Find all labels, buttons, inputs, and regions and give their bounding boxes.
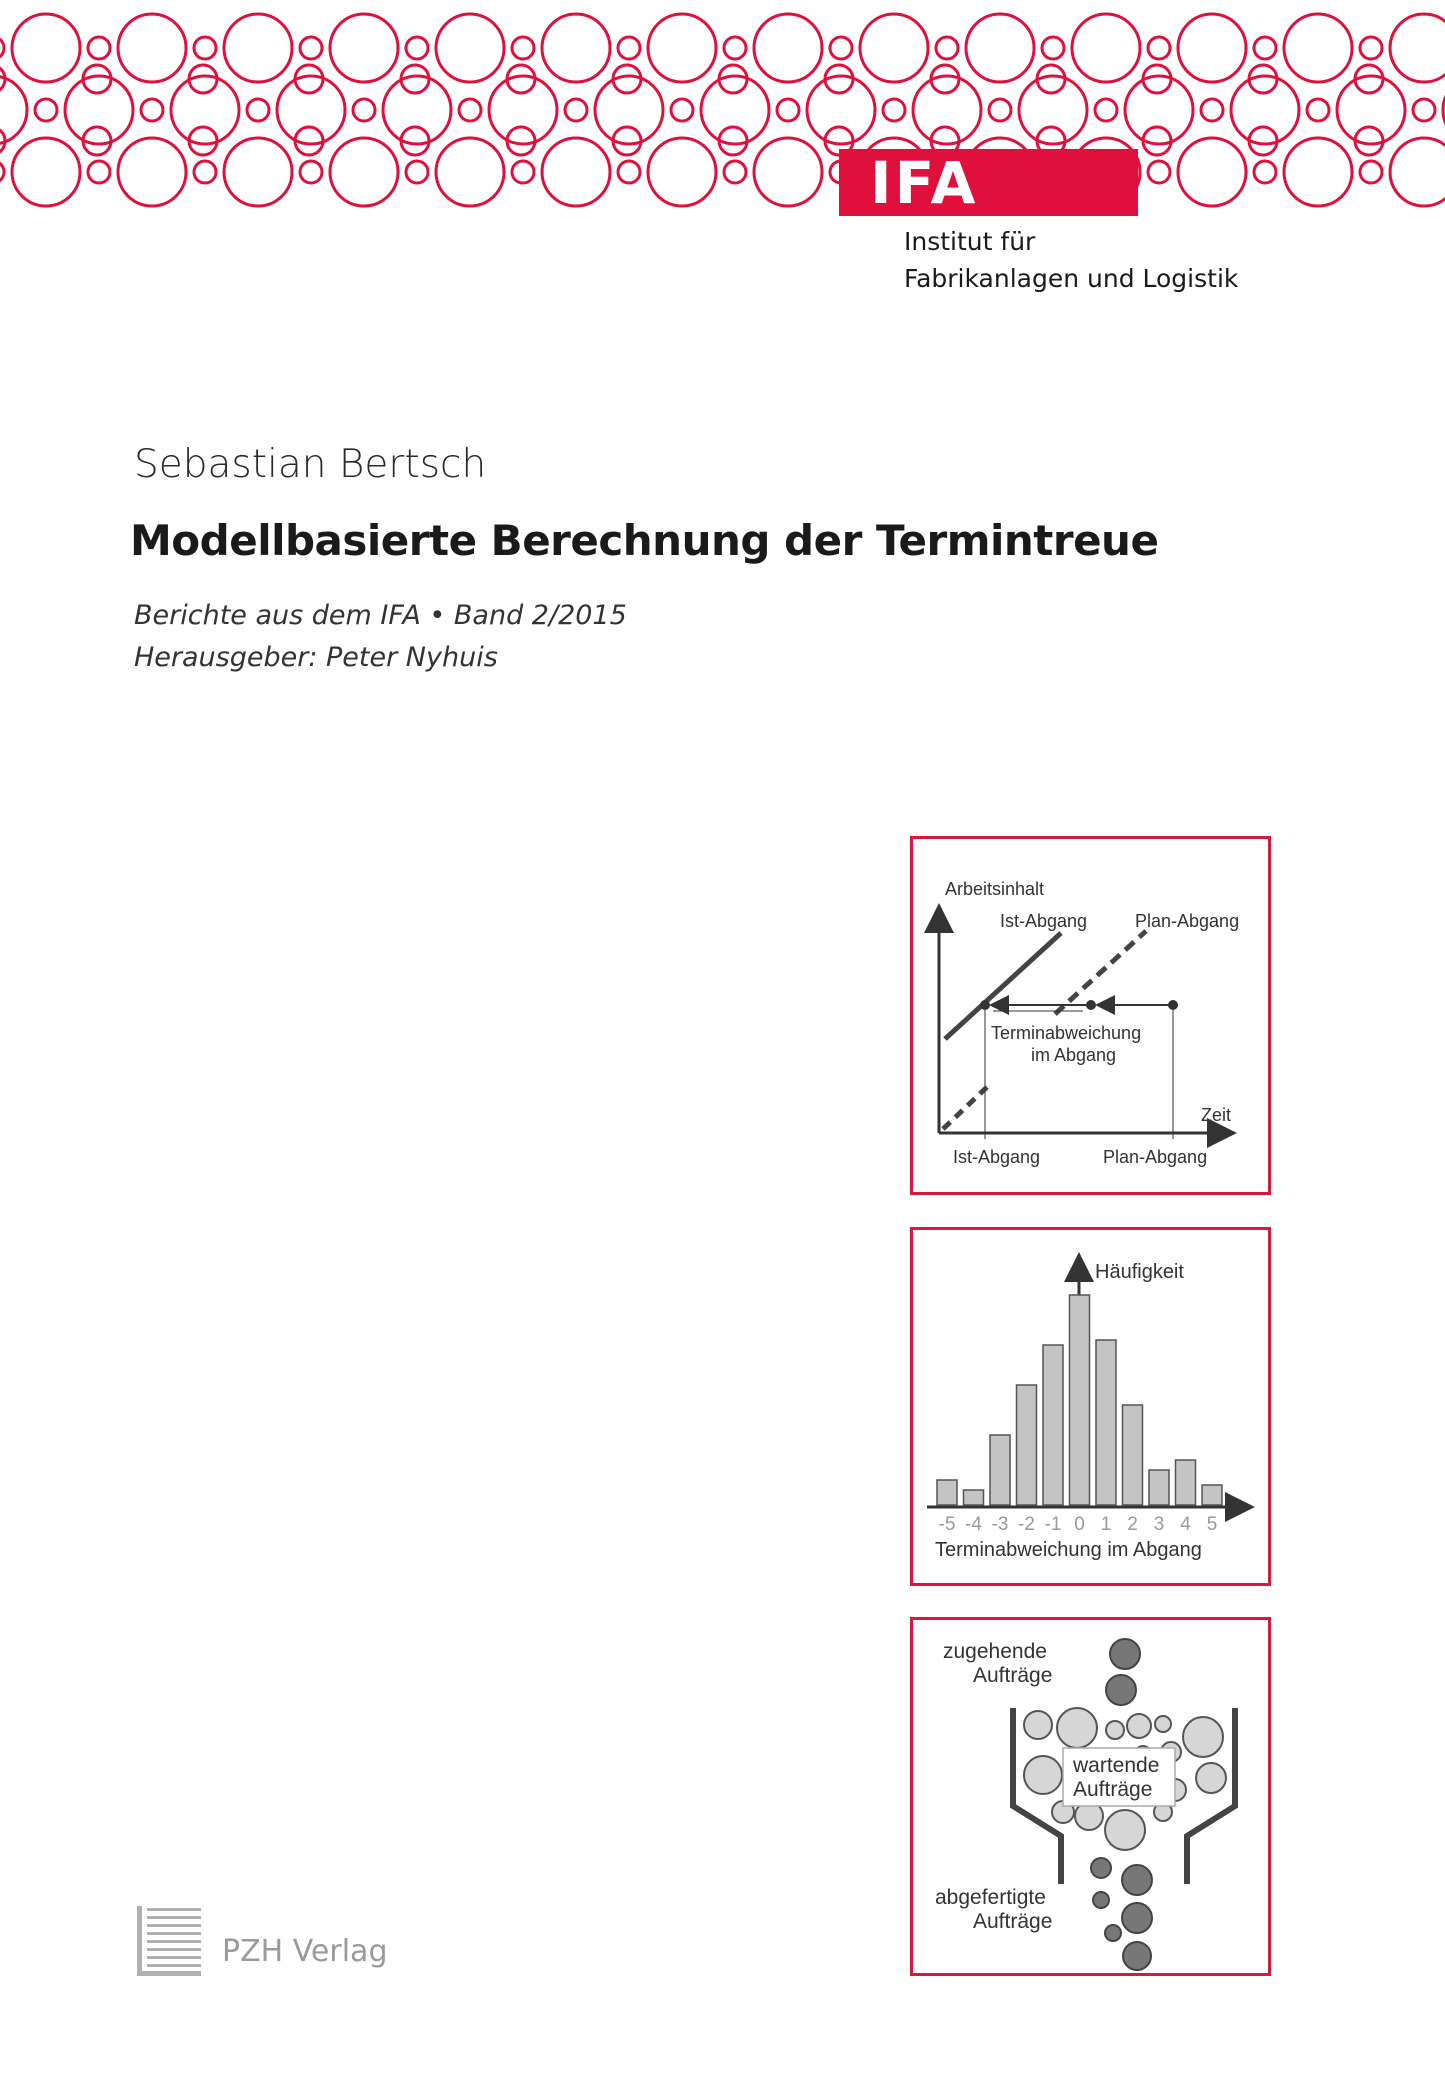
histogram-bar [1017,1385,1037,1505]
pattern-circle-small [353,99,375,121]
pattern-circle [1390,14,1445,82]
pattern-circle-small [1254,161,1276,183]
pattern-circle [118,138,186,206]
pattern-circle [913,76,981,144]
deviation-label-2: im Abgang [1031,1045,1117,1065]
pattern-circle [65,76,133,144]
pattern-circle-small [1095,99,1117,121]
pattern-circle [330,14,398,82]
x-axis-label: Terminabweichung im Abgang [935,1539,1202,1561]
series-info: Berichte aus dem IFA • Band 2/2015 [134,600,627,631]
pattern-circle [171,76,239,144]
book-title: Modellbasierte Berechnung der Termintreue [130,516,1159,565]
x-tick-label: -2 [1018,1514,1035,1535]
waiting-label-2: Aufträge [1073,1778,1153,1801]
pattern-circle-medium [0,65,5,93]
histogram-bar [1070,1295,1090,1505]
pattern-circle-small [0,161,4,183]
pattern-circle [1072,14,1140,82]
pattern-circle-small [989,99,1011,121]
incoming-label-1: zugehende [943,1640,1047,1663]
pattern-circle-small [300,37,322,59]
pattern-circle-small [1148,161,1170,183]
x-tick-ist: Ist-Abgang [953,1147,1041,1167]
mid-point [1086,1000,1096,1010]
pattern-circle-small [512,37,534,59]
pattern-circle [1337,76,1405,144]
histogram-bar [990,1435,1010,1505]
pattern-circle [1019,76,1087,144]
pattern-circle [966,14,1034,82]
finished-label-1: abgefertigte [935,1886,1046,1909]
finished-label-2: Aufträge [973,1910,1053,1933]
pattern-circle [1125,76,1193,144]
x-tick-label: 0 [1074,1514,1085,1535]
x-tick-label: 2 [1127,1514,1138,1535]
pattern-circle-medium [0,127,5,155]
pattern-circle-small [300,161,322,183]
pattern-circle [542,138,610,206]
pattern-circle-small [1042,37,1064,59]
x-tick-plan: Plan-Abgang [1103,1147,1208,1167]
pattern-circle-small [830,37,852,59]
pattern-circle [12,138,80,206]
pattern-circle-small [671,99,693,121]
pattern-circle [1284,138,1352,206]
pattern-circle-small [88,37,110,59]
pattern-circle [1231,76,1299,144]
x-tick-label: -1 [1044,1514,1062,1535]
pattern-circle [1390,138,1445,206]
pattern-circle [277,76,345,144]
pattern-circle-small [1360,161,1382,183]
pattern-circle-small [724,161,746,183]
pattern-circle [1178,14,1246,82]
pattern-circle-small [1254,37,1276,59]
pattern-circle-small [512,161,534,183]
x-tick-label: 4 [1180,1514,1191,1535]
ifa-logo-text: IFA [870,149,979,217]
pattern-circle-small [1148,37,1170,59]
pattern-circle [1284,14,1352,82]
pattern-circle-small [194,161,216,183]
pattern-circle [754,14,822,82]
histogram-bar [1043,1345,1063,1505]
pattern-circle-small [88,161,110,183]
institute-name-line1: Institut für [904,227,1036,256]
x-tick-label: -4 [965,1514,982,1535]
pattern-circle [383,76,451,144]
pattern-circle-small [194,37,216,59]
histogram-bar [1123,1405,1143,1505]
pattern-circle-small [618,37,640,59]
pattern-circle-small [618,161,640,183]
publisher-name: PZH Verlag [222,1934,388,1969]
pattern-circle [595,76,663,144]
pattern-circle-small [406,37,428,59]
pattern-circle-small [936,37,958,59]
pattern-circle [754,138,822,206]
plan-curve-line [1055,931,1146,1014]
histogram-bar [1149,1470,1169,1505]
circle-pattern [0,0,1445,230]
x-tick-label: -3 [991,1514,1009,1535]
histogram-bar [937,1480,957,1505]
incoming-label-2: Aufträge [973,1664,1053,1687]
figure-funnel-model [910,1617,1271,1976]
x-axis-label: Zeit [1201,1105,1232,1125]
pattern-circle [489,76,557,144]
histogram-bar [1176,1460,1196,1505]
pattern-circle-small [406,161,428,183]
x-tick-label: 5 [1206,1514,1218,1535]
pattern-circle-small [1201,99,1223,121]
histogram-bar [1202,1485,1222,1505]
pattern-circle [807,76,875,144]
editor-info: Herausgeber: Peter Nyhuis [134,642,498,673]
pattern-circle [330,138,398,206]
waiting-label-1: wartende [1073,1754,1160,1777]
x-tick-label: 1 [1100,1514,1112,1535]
x-tick-label: 3 [1153,1514,1165,1535]
pattern-circle-small [883,99,905,121]
deviation-label-1: Terminabweichung [991,1023,1142,1043]
pattern-circle-small [724,37,746,59]
pattern-circle [1178,138,1246,206]
ist-curve-label: Ist-Abgang [1000,911,1088,931]
pattern-circle-small [35,99,57,121]
x-tick-label: -5 [938,1514,956,1535]
pattern-circle-small [1360,37,1382,59]
pattern-circle-small [459,99,481,121]
pattern-circle [436,138,504,206]
pattern-circle [542,14,610,82]
y-axis-label: Arbeitsinhalt [945,879,1045,899]
institute-name-line2: Fabrikanlagen und Logistik [904,264,1239,293]
pattern-circle-small [247,99,269,121]
ist-curve-dashed [943,1087,987,1129]
pattern-circle [224,14,292,82]
author: Sebastian Bertsch [134,442,487,487]
pattern-circle [436,14,504,82]
pattern-circle [860,14,928,82]
pattern-circle [648,14,716,82]
pattern-circle-small [1413,99,1435,121]
pattern-circle [12,14,80,82]
pattern-circle [118,14,186,82]
histogram-bar [964,1490,984,1505]
pattern-circle-small [0,37,4,59]
pattern-circle [224,138,292,206]
pattern-circle-small [1307,99,1329,121]
plan-curve-label: Plan-Abgang [1135,911,1240,931]
pattern-circle [701,76,769,144]
histogram-bar [1096,1340,1116,1505]
y-axis-label: Häufigkeit [1095,1261,1184,1283]
pattern-circle-small [777,99,799,121]
pattern-circle-small [141,99,163,121]
figure-throughput-diagram [910,836,1271,1195]
pattern-circle [648,138,716,206]
figure-histogram [910,1227,1271,1586]
pattern-circle-small [565,99,587,121]
